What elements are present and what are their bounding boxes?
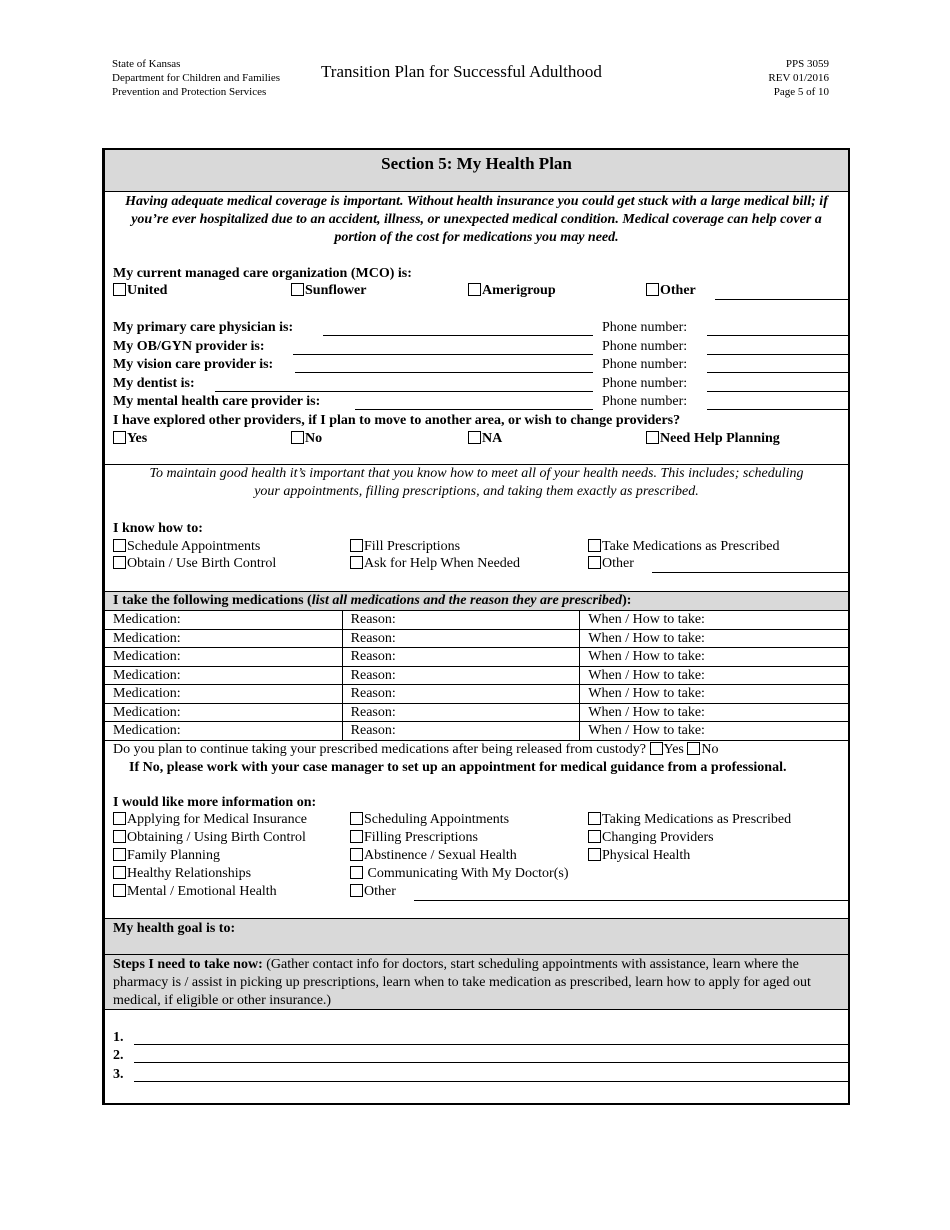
checkbox[interactable]	[291, 283, 304, 296]
checkbox[interactable]	[588, 848, 601, 861]
provider-primary-label: My primary care physician is:	[113, 320, 294, 335]
medication-row	[105, 722, 848, 741]
when-how-cell[interactable]: When / How to take:	[580, 703, 848, 722]
phone-label: Phone number:	[602, 376, 688, 391]
info-changing-providers[interactable]: Changing Providers	[588, 829, 714, 846]
reason-cell[interactable]: Reason:	[342, 629, 580, 648]
mco-label: My current managed care organization (MCO) is:	[113, 266, 412, 281]
health-goal-bar	[105, 919, 848, 954]
steps-bar	[105, 955, 848, 1009]
continue-no-checkbox[interactable]	[687, 742, 700, 755]
reason-cell[interactable]: Reason:	[342, 648, 580, 667]
checkbox[interactable]	[350, 866, 363, 879]
continue-yes-checkbox[interactable]	[650, 742, 663, 755]
medication-cell[interactable]: Medication:	[105, 648, 342, 667]
provider-mental-health-label: My mental health care provider is:	[113, 394, 321, 409]
section-title: Section 5: My Health Plan	[381, 154, 572, 173]
medication-row	[105, 611, 848, 630]
know-how-label: I know how to:	[113, 521, 203, 536]
provider-mental-health-field[interactable]	[355, 409, 593, 410]
info-abstinence[interactable]: Abstinence / Sexual Health	[350, 847, 517, 864]
phone-field[interactable]	[707, 335, 848, 336]
know-other[interactable]: Other	[588, 555, 634, 572]
info-taking-medications[interactable]: Taking Medications as Prescribed	[588, 811, 791, 828]
medications-header-bar	[105, 592, 848, 610]
step-number: 2.	[113, 1048, 124, 1063]
explored-no[interactable]: No	[291, 430, 322, 447]
revision: REV 01/2016	[768, 72, 829, 84]
info-family-planning[interactable]: Family Planning	[113, 847, 220, 864]
checkbox[interactable]	[350, 848, 363, 861]
medications-table	[105, 610, 848, 741]
know-other-field[interactable]	[652, 572, 848, 573]
info-birth-control[interactable]: Obtaining / Using Birth Control	[113, 829, 306, 846]
if-no-instruction: If No, please work with your case manager to set up an appointment for medical guidance from a professional.	[129, 760, 787, 775]
checkbox[interactable]	[588, 830, 601, 843]
when-how-cell[interactable]: When / How to take:	[580, 666, 848, 685]
medication-cell[interactable]: Medication:	[105, 629, 342, 648]
when-how-cell[interactable]: When / How to take:	[580, 648, 848, 667]
checkbox[interactable]	[588, 539, 601, 552]
provider-obgyn-field[interactable]	[293, 354, 593, 355]
step-number: 1.	[113, 1030, 124, 1045]
form-number: PPS 3059	[785, 58, 829, 70]
know-take-medications[interactable]: Take Medications as Prescribed	[588, 538, 779, 555]
checkbox[interactable]	[113, 431, 126, 444]
medication-cell[interactable]: Medication:	[105, 703, 342, 722]
phone-label: Phone number:	[602, 320, 688, 335]
info-medical-insurance[interactable]: Applying for Medical Insurance	[113, 811, 307, 828]
medication-row	[105, 685, 848, 704]
explored-providers-question: I have explored other providers, if I plan to move to another area, or wish to change providers?	[113, 413, 681, 428]
agency-line: State of Kansas	[112, 58, 181, 70]
phone-label: Phone number:	[602, 394, 688, 409]
explored-na[interactable]: NA	[468, 430, 502, 447]
phone-field[interactable]	[707, 409, 848, 410]
agency-line: Department for Children and Families	[112, 72, 281, 84]
checkbox[interactable]	[350, 556, 363, 569]
more-info-label: I would like more information on:	[113, 795, 317, 810]
page-number: Page 5 of 10	[773, 86, 829, 98]
checkbox[interactable]	[588, 812, 601, 825]
info-scheduling[interactable]: Scheduling Appointments	[350, 811, 509, 828]
medication-cell[interactable]: Medication:	[105, 666, 342, 685]
mco-option-other[interactable]: Other	[646, 282, 696, 299]
phone-label: Phone number:	[602, 339, 688, 354]
checkbox[interactable]	[468, 431, 481, 444]
when-how-cell[interactable]: When / How to take:	[580, 685, 848, 704]
medication-row	[105, 703, 848, 722]
checkbox[interactable]	[113, 539, 126, 552]
phone-field[interactable]	[707, 354, 848, 355]
medication-row	[105, 666, 848, 685]
checkbox[interactable]	[113, 830, 126, 843]
when-how-cell[interactable]: When / How to take:	[580, 722, 848, 741]
step-2-field[interactable]	[134, 1062, 848, 1063]
explored-need-help[interactable]: Need Help Planning	[646, 430, 780, 447]
checkbox[interactable]	[350, 812, 363, 825]
provider-vision-label: My vision care provider is:	[113, 357, 274, 372]
info-physical-health[interactable]: Physical Health	[588, 847, 690, 864]
medication-row	[105, 648, 848, 667]
mco-option-sunflower[interactable]: Sunflower	[291, 282, 366, 299]
step-number: 3.	[113, 1067, 124, 1082]
info-other[interactable]: Other	[350, 883, 396, 900]
mco-option-united[interactable]: United	[113, 282, 167, 299]
checkbox[interactable]	[350, 830, 363, 843]
checkbox[interactable]	[588, 556, 601, 569]
checkbox[interactable]	[113, 866, 126, 879]
provider-primary-field[interactable]	[323, 335, 593, 336]
reason-cell[interactable]: Reason:	[342, 722, 580, 741]
continue-medications-question: Do you plan to continue taking your prescribed medications after being released from custody? Yes No	[113, 742, 719, 757]
checkbox[interactable]	[646, 283, 659, 296]
step-1-field[interactable]	[134, 1044, 848, 1045]
when-how-cell[interactable]: When / How to take:	[580, 629, 848, 648]
know-schedule-appointments[interactable]: Schedule Appointments	[113, 538, 260, 555]
mco-other-field[interactable]	[715, 299, 848, 300]
medication-cell[interactable]: Medication:	[105, 722, 342, 741]
provider-vision-field[interactable]	[295, 372, 593, 373]
checkbox[interactable]	[113, 884, 126, 897]
medication-cell[interactable]: Medication:	[105, 611, 342, 630]
info-mental-health[interactable]: Mental / Emotional Health	[113, 883, 277, 900]
info-other-field[interactable]	[414, 900, 848, 901]
section-title-bar	[105, 150, 848, 191]
checkbox[interactable]	[350, 539, 363, 552]
reason-cell[interactable]: Reason:	[342, 611, 580, 630]
info-filling-prescriptions[interactable]: Filling Prescriptions	[350, 829, 478, 846]
reason-cell[interactable]: Reason:	[342, 666, 580, 685]
provider-dentist-label: My dentist is:	[113, 376, 195, 391]
checkbox[interactable]	[350, 884, 363, 897]
reason-cell[interactable]: Reason:	[342, 685, 580, 704]
reason-cell[interactable]: Reason:	[342, 703, 580, 722]
medications-header: I take the following medications (list all medications and the reason they are prescribed):	[113, 593, 632, 608]
document-title: Transition Plan for Successful Adulthood	[321, 62, 602, 81]
know-fill-prescriptions[interactable]: Fill Prescriptions	[350, 538, 460, 555]
when-how-cell[interactable]: When / How to take:	[580, 611, 848, 630]
know-birth-control[interactable]: Obtain / Use Birth Control	[113, 555, 276, 572]
checkbox[interactable]	[113, 556, 126, 569]
phone-field[interactable]	[707, 372, 848, 373]
explored-yes[interactable]: Yes	[113, 430, 147, 447]
maintain-health-intro: To maintain good health it’s important that you know how to meet all of your health needs. This includes; scheduling your appointments, filling prescriptions, and taking them exactly as prescribed.	[149, 466, 804, 499]
checkbox[interactable]	[113, 812, 126, 825]
info-healthy-relationships[interactable]: Healthy Relationships	[113, 865, 251, 882]
agency-block	[112, 57, 280, 99]
step-3-field[interactable]	[134, 1081, 848, 1082]
form-id-block	[768, 57, 829, 99]
info-communicating[interactable]: Communicating With My Doctor(s)	[350, 865, 569, 882]
phone-label: Phone number:	[602, 357, 688, 372]
medication-row	[105, 629, 848, 648]
checkbox[interactable]	[468, 283, 481, 296]
provider-dentist-field[interactable]	[215, 391, 593, 392]
coverage-intro: Having adequate medical coverage is important. Without health insurance you could get stuck with a large medical bill; if you’re ever hospitalized due to an accident, illness, or unexpected medical condition. Medical coverage can help cover a portion of the cost for medications you may need.	[125, 194, 828, 245]
medication-cell[interactable]: Medication:	[105, 685, 342, 704]
checkbox[interactable]	[291, 431, 304, 444]
checkbox[interactable]	[113, 283, 126, 296]
checkbox[interactable]	[113, 848, 126, 861]
health-plan-form	[102, 148, 850, 1105]
provider-obgyn-label: My OB/GYN provider is:	[113, 339, 265, 354]
phone-field[interactable]	[707, 391, 848, 392]
agency-line: Prevention and Protection Services	[112, 86, 267, 98]
checkbox[interactable]	[646, 431, 659, 444]
know-ask-for-help[interactable]: Ask for Help When Needed	[350, 555, 520, 572]
health-goal-label: My health goal is to:	[113, 921, 236, 936]
mco-option-amerigroup[interactable]: Amerigroup	[468, 282, 556, 299]
steps-text: Steps I need to take now: (Gather contact info for doctors, start scheduling appointments with assistance, learn where the pharmacy is / assist in picking up prescriptions, learn when to take medication as prescribed, learn how to apply for aged out medical, if eligible or other insurance.)	[113, 957, 811, 1008]
